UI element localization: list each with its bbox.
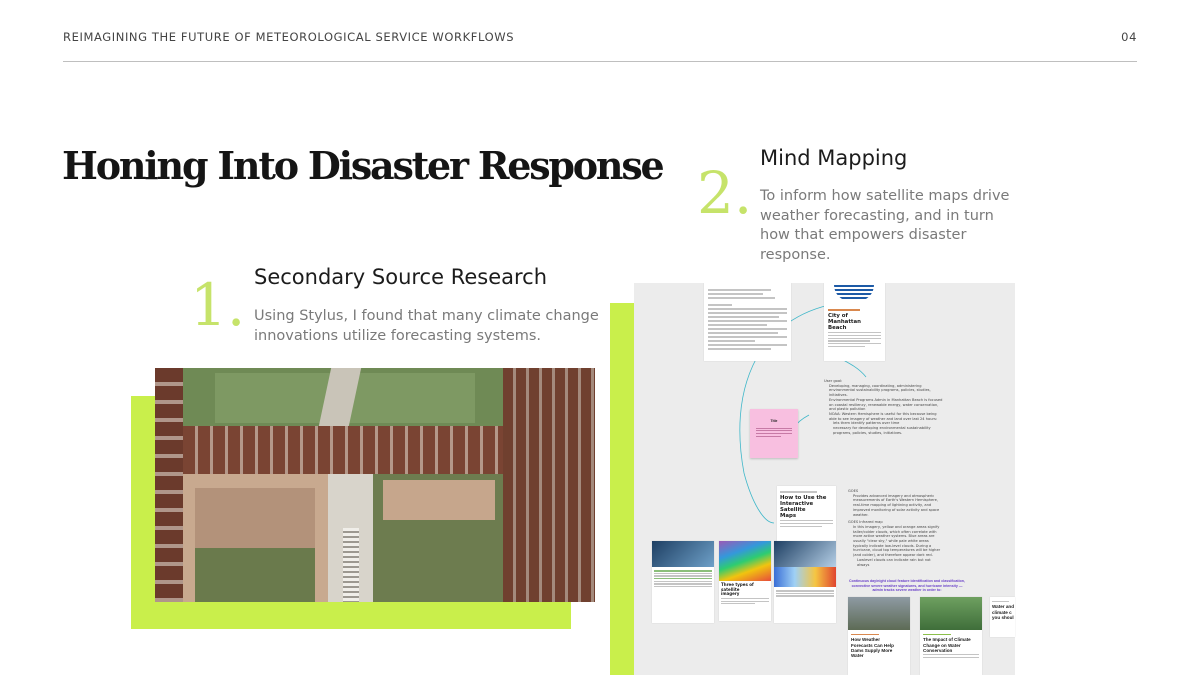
step-1-number: 1. — [190, 271, 246, 339]
goes-heading: GOES — [848, 489, 859, 493]
user-goal-item: Environmental Programs Admin in Manhattan Beach is focused on coastal resiliency, renewable energy, water conservation, and plastic pollution — [829, 397, 943, 412]
user-goal-subitem: lets them identify patterns over time — [833, 421, 900, 426]
city-card-title-1: City of Manhattan — [828, 312, 861, 325]
goes-notes — [848, 489, 944, 567]
dams-title-4: Water — [851, 653, 864, 658]
step-1-title: Secondary Source Research — [254, 265, 548, 289]
header-divider — [63, 61, 1137, 62]
goes-infrared-item: In this imagery, yellow and orange areas signify taller/colder clouds, which often correlate with more active weather systems. Blue areas are usually "clear sky," while pale white areas typically indicate low-level clouds. During a hurricane, cloud top temperatures will be higher (and colder), and therefore appear dark red. — [853, 524, 941, 558]
sticky-note[interactable] — [750, 409, 798, 458]
dams-title-1: How Weather — [851, 637, 881, 643]
goes-item: Provides advanced imagery and atmospheric measurements of Earth's Western Hemisphere, real-time mapping of lightning activity, and improved monitoring of solar activity and space weather. — [853, 493, 940, 517]
how-to-title-1: How to Use the — [780, 494, 827, 501]
three-types-title-1: Three types of satellite — [721, 582, 754, 592]
step-1-description: Using Stylus, I found that many climate change innovations utilize forecasting systems. — [254, 308, 599, 344]
dams-water-article-card[interactable] — [848, 597, 910, 675]
how-to-title-2: Interactive Satellite — [780, 500, 814, 513]
goes-infrared-subitem: Lowlevel clouds can indicate rain but not always — [857, 557, 931, 567]
dams-title-2: Forecasts Can Help — [851, 642, 894, 648]
satellite-article-card[interactable] — [652, 541, 714, 623]
slide-header — [63, 30, 1137, 44]
slide-title: Honing Into Disaster Response — [62, 143, 663, 188]
climate-water-conservation-card[interactable] — [920, 597, 982, 675]
step-2-title: Mind Mapping — [760, 146, 908, 170]
severe-weather-note: Continuous day/night cloud feature identification and classification, convective severe weather signatures, and hurricane intensity — admin tracks severe weather in order to: — [848, 579, 965, 593]
research-document-card[interactable] — [704, 283, 791, 361]
how-to-use-satellite-maps-card[interactable] — [777, 486, 836, 542]
city-logo-icon — [824, 283, 885, 305]
water-climate-partial-card[interactable] — [990, 597, 1015, 637]
three-types-imagery-card[interactable] — [719, 541, 771, 621]
climate-title-1: The Impact of Climate — [923, 637, 971, 643]
user-goal-heading: User goal: — [824, 379, 843, 383]
partial-title-2: climate c — [992, 609, 1012, 615]
city-card-title-2: Beach — [828, 324, 847, 331]
dams-title-3: Dams Supply More — [851, 647, 893, 653]
board-accent-block — [610, 303, 634, 675]
goes-infrared-heading: GOES Infrared map — [848, 520, 883, 525]
step-2-description: To inform how satellite maps drive weather forecasting, and in turn how that empowers disaster response. — [760, 188, 1010, 263]
partial-title-1: Water and — [992, 604, 1015, 610]
sticky-note-title: Title — [770, 419, 778, 423]
city-manhattan-beach-card[interactable] — [824, 283, 885, 361]
climate-title-2: Change on Water — [923, 642, 961, 648]
user-goal-item: Developing, managing, coordinating, administering environmental sustainability programs, policies, studies, initiatives. — [829, 383, 931, 398]
aerial-building-photo — [155, 368, 595, 602]
page-number: 04 — [1121, 30, 1137, 44]
user-goal-notes — [824, 379, 944, 435]
satellite-map-card[interactable] — [774, 541, 836, 623]
how-to-title-3: Maps — [780, 512, 797, 519]
three-types-title-2: imagery — [721, 591, 740, 597]
partial-title-3: you shoul — [992, 614, 1014, 620]
user-goal-subitem: necessary for developing environmental sustainability programs, policies, studies, initiatives. — [833, 426, 931, 435]
climate-title-3: Conservation — [923, 647, 953, 653]
step-2-number: 2. — [697, 159, 753, 227]
user-goal-item: NOAA: Western Hemisphere is useful for this because being able to see imagery of weather and land over last 24 hours: — [829, 411, 938, 421]
header-title: REIMAGINING THE FUTURE OF METEOROLOGICAL SERVICE WORKFLOWS — [63, 30, 515, 44]
